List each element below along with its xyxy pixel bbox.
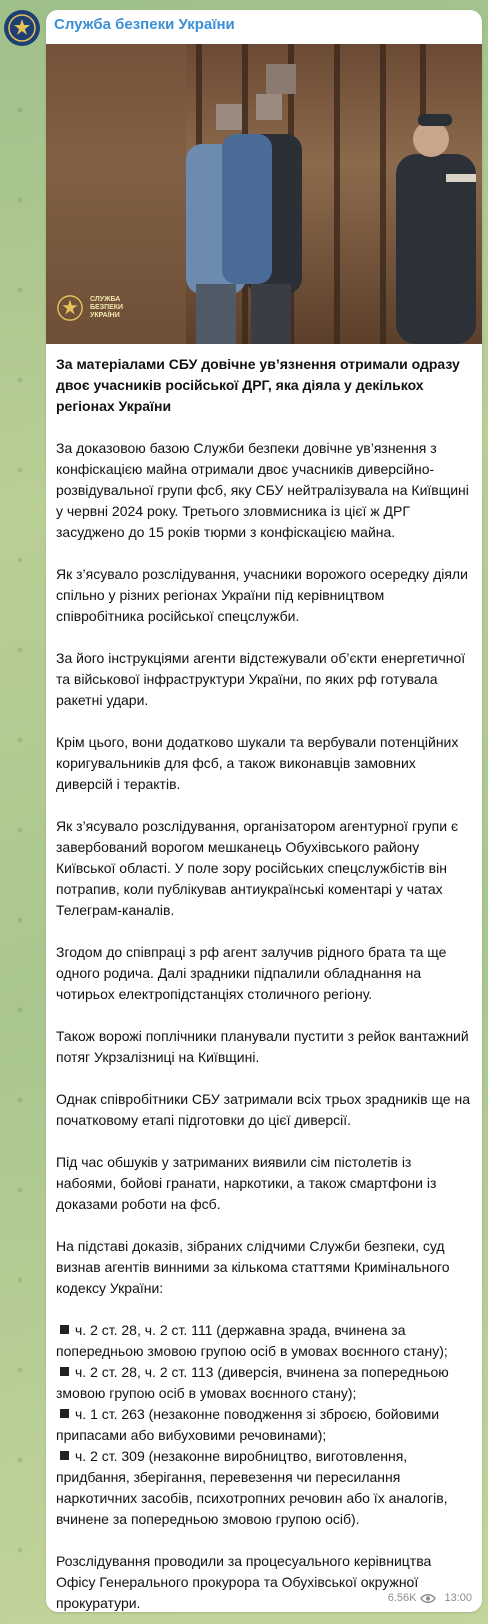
channel-avatar[interactable] (4, 10, 40, 46)
article-text: ч. 2 ст. 28, ч. 2 ст. 111 (державна зрада, вчинена за попередньою змовою групою осіб в умовах воєнного стану); (56, 1322, 448, 1359)
message-time: 13:00 (444, 1592, 472, 1604)
post-paragraph: Як з’ясувало розслідування, організатором агентурної групи є завербований ворогом мешканець Обухівського району Київської області. У поле зору російських спецслужбістів він потрапив, коли публікував антиукраїнські коментарі у чатах Телеграм-каналів. (56, 818, 459, 918)
post-photo[interactable] (46, 44, 482, 344)
post-paragraph: На підставі доказів, зібраних слідчими Служби безпеки, суд визнав агентів винними за кількома статтями Кримінального кодексу України: (56, 1238, 450, 1296)
channel-name[interactable]: Служба безпеки України (54, 16, 235, 33)
list-item (56, 1320, 472, 1362)
post-closing: Розслідування проводили за процесуального керівництва Офісу Генерального прокурора та Обухівської окружної прокуратури. (56, 1553, 432, 1611)
sbu-emblem-icon (7, 13, 37, 43)
square-bullet-icon (60, 1409, 69, 1418)
eye-icon (420, 1593, 436, 1604)
photo-watermark (56, 294, 150, 322)
article-text: ч. 2 ст. 309 (незаконне виробництво, виготовлення, придбання, зберігання, перевезення чи пересилання наркотичних засобів, психотропних речовин або їх аналогів, вчинене за попередньою змовою групою осіб). (56, 1448, 448, 1527)
sbu-emblem-icon (56, 294, 84, 322)
list-item (56, 1362, 472, 1404)
post-paragraph: Згодом до співпраці з рф агент залучив рідного брата та ще одного родича. Далі зрадники підпалили обладнання на чотирьох електропідстанціях столичного регіону. (56, 944, 447, 1002)
articles-list (56, 1320, 472, 1530)
post-paragraph: За його інструкціями агенти відстежували об’єкти енергетичної та військової інфраструктури України, по яких рф готувала ракетні удари. (56, 650, 466, 708)
article-text: ч. 1 ст. 263 (незаконне поводження зі зброєю, бойовими припасами або вибуховими речовинами); (56, 1406, 440, 1443)
message-bubble[interactable] (46, 10, 482, 1612)
list-item (56, 1446, 472, 1530)
square-bullet-icon (60, 1325, 69, 1334)
post-paragraph: Як з’ясувало розслідування, учасники ворожого осередку діяли спільно у різних регіонах України під керівництвом співробітника російської спецслужби. (56, 566, 468, 624)
watermark-text: СЛУЖБА БЕЗПЕКИ УКРАЇНИ (90, 296, 124, 319)
post-paragraph: Крім цього, вони додатково шукали та вербували потенційних коригувальників для фсб, а також виконавців замовних диверсій і терактів. (56, 734, 459, 792)
post-text (56, 354, 472, 1612)
list-item (56, 1404, 472, 1446)
post-paragraph: Також ворожі поплічники планували пустити з рейок вантажний потяг Укрзалізниці на Київщині. (56, 1028, 469, 1065)
post-paragraph: За доказовою базою Служби безпеки довічне ув’язнення з конфіскацією майна отримали двоє учасників диверсійно-розвідувальної групи фсб, яку СБУ нейтралізувала на Київщині у червні 2024 року. Третього зловмисника із цієї ж ДРГ засуджено до 15 років тюрми з конфіскацією майна. (56, 440, 469, 540)
post-paragraph: Під час обшуків у затриманих виявили сім пістолетів із набоями, бойові гранати, наркотики, а також смартфони із доказами роботи на фсб. (56, 1154, 437, 1212)
square-bullet-icon (60, 1367, 69, 1376)
message-meta (388, 1592, 472, 1604)
post-paragraph: Однак співробітники СБУ затримали всіх трьох зрадників ще на початковому етапі підготовки до цієї диверсії. (56, 1091, 470, 1128)
square-bullet-icon (60, 1451, 69, 1460)
post-title: За матеріалами СБУ довічне ув’язнення отримали одразу двоє учасників російської ДРГ, яка діяла у декількох регіонах України (56, 356, 460, 414)
views-count: 6.56K (387, 1592, 417, 1604)
article-text: ч. 2 ст. 28, ч. 2 ст. 113 (диверсія, вчинена за попередньою змовою групою осіб в умовах воєнного стану); (56, 1364, 449, 1401)
